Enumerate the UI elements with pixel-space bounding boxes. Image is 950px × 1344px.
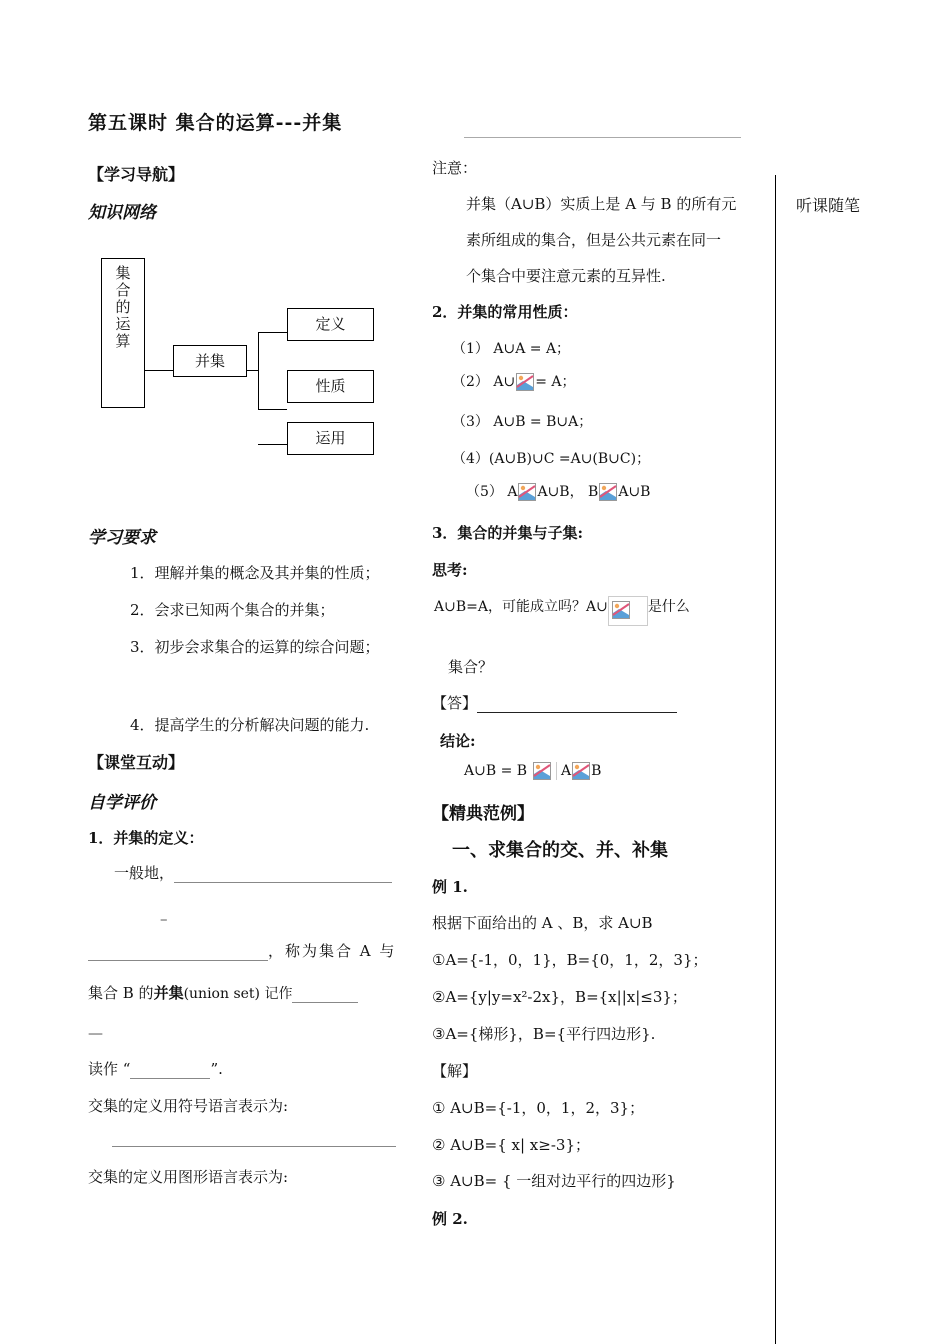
solution-item: ② A∪B={ x| x≥-3}； <box>432 1136 590 1154</box>
solution-label: 【解】 <box>432 1062 478 1080</box>
property-text: A∪B <box>618 484 651 500</box>
example-1-item: ②A={y|y=x²-2x}，B={x||x|≤3}； <box>432 988 687 1006</box>
example-1-prompt: 根据下面给出的 A 、B，求 A∪B <box>432 914 653 932</box>
think-question <box>434 596 690 626</box>
self-eval-title: 自学评价 <box>88 793 156 813</box>
property-text: A∪B， B <box>537 484 599 500</box>
network-title: 知识网络 <box>88 203 156 223</box>
image-frame <box>532 762 557 780</box>
requirements-title: 学习要求 <box>88 528 156 548</box>
connector-mid-trunk <box>246 370 258 371</box>
union-term: 并集 <box>153 984 184 1002</box>
diagram-leaf-label: 性质 <box>315 377 346 395</box>
margin-rule <box>775 175 776 1344</box>
nav-heading: 【学习导航】 <box>88 165 185 184</box>
answer-blank <box>477 696 677 713</box>
definition-text: ，称为集合 A 与 <box>268 942 397 960</box>
answer-line <box>432 692 677 713</box>
definition-line-3 <box>88 940 396 961</box>
example-2-title: 例 2. <box>432 1210 468 1228</box>
read-as-text: 读作 “ <box>88 1060 131 1078</box>
diagram-root-char: 合 <box>115 281 131 299</box>
answer-label: 【答】 <box>432 694 478 712</box>
definition-line-1 <box>114 862 392 883</box>
requirement-item: 3．初步会求集合的运算的综合问题； <box>130 638 380 656</box>
margin-note: 听课随笔 <box>796 196 861 215</box>
graphic-definition: 交集的定义用图形语言表示为: <box>88 1168 289 1186</box>
think-question-cont: 集合？ <box>448 658 494 676</box>
class-heading: 【课堂互动】 <box>88 753 185 772</box>
property-text: （2） A∪ <box>452 374 516 390</box>
conclusion-title: 结论: <box>440 732 476 750</box>
conclusion-text: A∪B = B <box>464 763 528 779</box>
blank-line <box>174 866 392 883</box>
property-1: （1） A∪A = A； <box>452 341 571 357</box>
definition-text: 一般地， <box>114 864 175 882</box>
diagram-root-char: 算 <box>115 332 131 350</box>
definition-line-4 <box>88 982 358 1003</box>
definition-title: 1．并集的定义： <box>88 829 204 847</box>
example-1-item: ①A={-1，0，1}，B={0，1，2，3}； <box>432 951 708 969</box>
definition-text: (union set) 记作 <box>183 986 293 1002</box>
think-text: 是什么 <box>647 599 690 615</box>
diagram-root-char: 运 <box>115 315 131 333</box>
property-4: （4）(A∪B)∪C =A∪(B∪C)； <box>452 451 651 467</box>
examples-heading: 【精典范例】 <box>432 804 534 824</box>
conclusion-text: B <box>591 763 602 779</box>
connector-root-mid <box>144 370 174 371</box>
definition-dash: – <box>160 910 168 928</box>
conclusion-formula <box>464 762 601 780</box>
symbolic-definition: 交集的定义用符号语言表示为: <box>88 1097 289 1115</box>
diagram-middle-label: 并集 <box>194 352 225 370</box>
diagram-leaf-properties <box>287 370 374 403</box>
note-line: 素所组成的集合，但是公共元素在同一 <box>466 231 722 249</box>
connector-trunk <box>258 332 259 410</box>
property-text: = A； <box>535 374 576 390</box>
conclusion-text: A <box>560 763 572 779</box>
read-as-line <box>88 1058 223 1079</box>
requirement-item: 4．提高学生的分析解决问题的能力. <box>130 716 370 734</box>
example-1-item: ③A={梯形}，B={平行四边形}. <box>432 1025 656 1043</box>
diagram-root-box <box>101 258 145 408</box>
image-placeholder-icon <box>599 483 617 501</box>
property-text: （5） A <box>466 484 518 500</box>
image-placeholder-icon <box>518 483 536 501</box>
diagram-leaf-definition <box>287 308 374 341</box>
properties-title: 2．并集的常用性质： <box>432 303 578 321</box>
page-title: 第五课时 集合的运算---并集 <box>88 112 343 134</box>
connector-leaf-3 <box>258 444 287 445</box>
diagram-leaf-application <box>287 422 374 455</box>
diagram-root-char: 的 <box>115 298 131 316</box>
image-frame <box>608 596 648 626</box>
think-title: 思考: <box>432 561 468 579</box>
connector-leaf-1 <box>258 332 287 333</box>
definition-line-5: — <box>88 1024 103 1042</box>
solution-item: ① A∪B={-1，0，1，2，3}； <box>432 1099 645 1117</box>
part-title: 一、求集合的交、并、补集 <box>452 840 668 861</box>
connector-leaf-2 <box>258 409 287 410</box>
diagram-middle-box <box>173 345 247 377</box>
solution-item: ③ A∪B= { 一组对边平行的四边形} <box>432 1172 676 1190</box>
diagram-root-label <box>102 259 144 350</box>
example-1-title: 例 1. <box>432 878 468 896</box>
diagram-leaf-label: 定义 <box>315 315 346 333</box>
top-rule <box>464 137 741 138</box>
note-line: 个集合中要注意元素的互异性. <box>466 267 666 285</box>
requirement-item: 2．会求已知两个集合的并集； <box>130 601 335 619</box>
think-text: A∪B=A，可能成立吗？A∪ <box>434 599 608 615</box>
diagram-leaf-label: 运用 <box>315 429 346 447</box>
image-placeholder-icon <box>533 762 551 780</box>
property-2 <box>452 371 576 391</box>
definition-text: 集合 B 的 <box>88 984 154 1002</box>
image-placeholder-icon <box>516 373 534 391</box>
note-title: 注意： <box>432 159 478 177</box>
image-placeholder-icon <box>572 762 590 780</box>
read-as-text: ”. <box>210 1060 223 1078</box>
blank-line <box>292 986 358 1003</box>
subset-title: 3．集合的并集与子集: <box>432 524 583 542</box>
image-placeholder-icon <box>612 601 630 619</box>
diagram-root-char: 集 <box>115 264 131 282</box>
property-5 <box>466 481 650 501</box>
blank-line <box>88 944 268 961</box>
note-line: 并集（A∪B）实质上是 A 与 B 的所有元 <box>466 195 737 213</box>
blank-line <box>130 1062 210 1079</box>
requirement-item: 1．理解并集的概念及其并集的性质； <box>130 564 380 582</box>
symbolic-blank <box>112 1146 396 1147</box>
property-3: （3） A∪B = B∪A； <box>452 414 593 430</box>
